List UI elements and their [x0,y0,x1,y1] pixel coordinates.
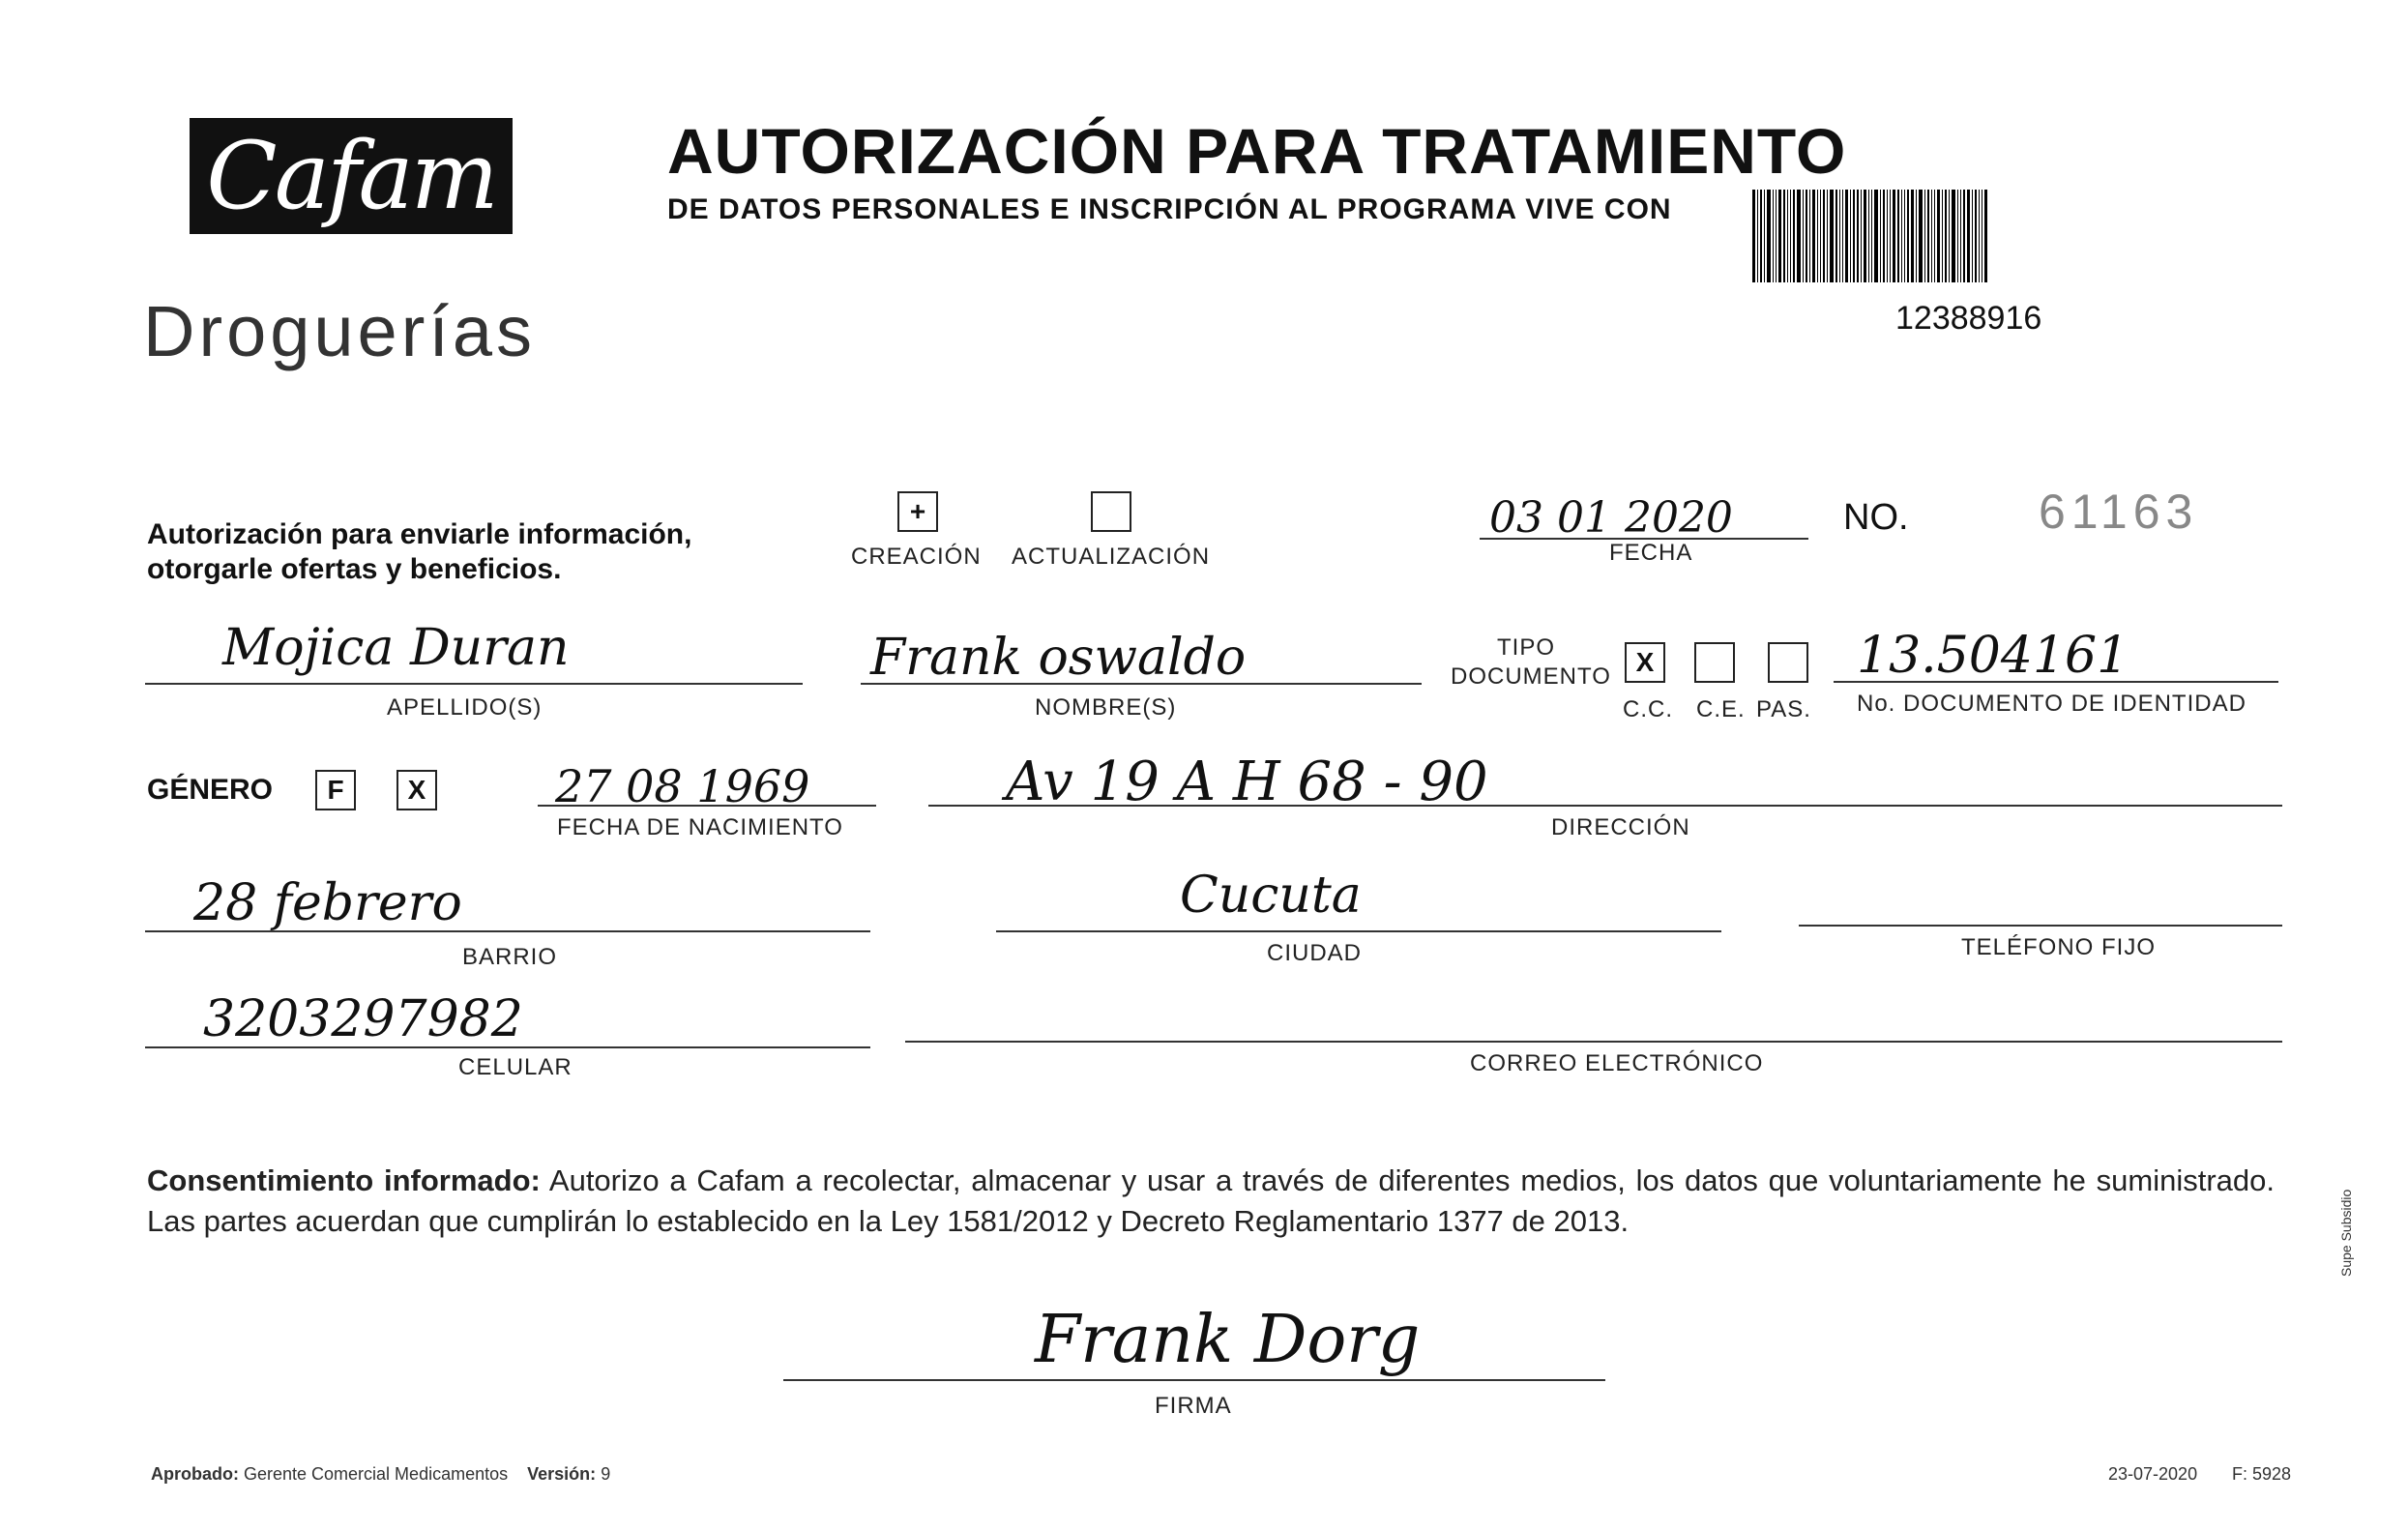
ciudad-value[interactable]: Cucuta [1180,867,1362,925]
no-label: NO. [1843,497,1909,538]
barcode-bar [1817,190,1818,282]
aprobado-label: Aprobado: [151,1464,239,1484]
ciudad-line [996,930,1721,932]
telefono-line[interactable] [1799,925,2282,927]
barcode-bar [1857,190,1859,282]
logo-subtitle: Droguerías [143,291,537,371]
correo-line[interactable] [905,1041,2282,1043]
barcode-bar [1945,190,1947,282]
barcode-bar [1927,190,1929,282]
nombres-value[interactable]: Frank oswaldo [870,629,1247,687]
barcode-bar [1842,190,1843,282]
barcode-bar [1868,190,1869,282]
barcode-bar [1963,190,1965,282]
barcode-bar [1919,190,1923,282]
barcode-bar [1778,190,1781,282]
pas-checkbox[interactable] [1768,642,1808,683]
intro-line-1: Autorización para enviarle información, [147,518,692,550]
barcode-bar [1835,190,1837,282]
nacimiento-value[interactable]: 27 08 1969 [555,760,810,812]
barcode-bar [1853,190,1855,282]
celular-label: CELULAR [458,1054,573,1080]
barcode-bar [1967,190,1970,282]
barcode-bar [1757,190,1758,282]
barcode-bar [1901,190,1902,282]
version-value: 9 [601,1464,611,1484]
genero-f-checkbox[interactable]: F [315,770,356,810]
celular-value[interactable]: 3203297982 [203,990,523,1048]
barcode-bar [1830,190,1834,282]
barcode-bar [1972,190,1973,282]
barcode-bar [1979,190,1980,282]
barcode-bar [1937,190,1940,282]
signature-value: Frank Dorg [1035,1302,1421,1378]
pas-label: PAS. [1756,696,1811,722]
version-label: Versión: [527,1464,597,1484]
barcode-bar [1783,190,1785,282]
barcode-bar [1880,190,1881,282]
barcode-bar [1845,190,1848,282]
nacimiento-label: FECHA DE NACIMIENTO [557,814,843,840]
barcode-bar [1790,190,1791,282]
consent-paragraph [147,1161,2275,1242]
barcode-bar [1809,190,1810,282]
signature-label: FIRMA [1155,1393,1232,1419]
nombres-label: NOMBRE(S) [1035,694,1177,721]
barcode-bar [1764,190,1765,282]
barrio-line [145,930,870,932]
cc-label: C.C. [1623,696,1673,722]
genero-label: GÉNERO [147,774,274,806]
fecha-label: FECHA [1609,540,1693,566]
direccion-value[interactable]: Av 19 A H 68 - 90 [1006,751,1488,813]
barcode-bar [1793,190,1795,282]
barcode-bar [1952,190,1955,282]
apellidos-label: APELLIDO(S) [387,694,543,721]
telefono-label: TELÉFONO FIJO [1961,934,2157,960]
barcode [1752,190,2155,282]
barcode-bar [1812,190,1815,282]
signature-line[interactable] [783,1379,1605,1381]
document-subtitle: DE DATOS PERSONALES E INSCRIPCIÓN AL PROGRAMA VIVE CON [667,193,1672,225]
fecha-value[interactable]: 03 01 2020 [1489,493,1733,543]
documento-label: No. DOCUMENTO DE IDENTIDAD [1857,691,2246,717]
barcode-bar [1806,190,1807,282]
creacion-checkbox[interactable]: + [897,491,938,532]
barcode-bar [1776,190,1777,282]
barcode-bar [1827,190,1828,282]
ciudad-label: CIUDAD [1267,940,1363,966]
barcode-bar [1752,190,1755,282]
actualizacion-checkbox[interactable] [1091,491,1131,532]
genero-m-checkbox[interactable]: X [396,770,437,810]
barcode-bar [1911,190,1914,282]
direccion-label: DIRECCIÓN [1551,814,1690,840]
cc-checkbox[interactable]: X [1625,642,1665,683]
barcode-bar [1949,190,1950,282]
barrio-label: BARRIO [462,944,558,970]
barrio-value[interactable]: 28 febrero [193,874,462,932]
barcode-bar [1861,190,1862,282]
barcode-bar [1767,190,1771,282]
barcode-bar [1904,190,1905,282]
barcode-bar [1773,190,1774,282]
barcode-bar [1871,190,1872,282]
barcode-bar [1820,190,1821,282]
footer-aprobado [151,1464,610,1485]
nacimiento-line [538,805,876,807]
barcode-bar [1883,190,1885,282]
barcode-bar [1823,190,1825,282]
apellidos-line [145,683,803,685]
direccion-line [928,805,2282,807]
barcode-bar [1957,190,1958,282]
barcode-bar [1907,190,1909,282]
barcode-bar [1924,190,1925,282]
aprobado-value: Gerente Comercial Medicamentos [244,1464,509,1484]
barcode-number: 12388916 [1895,300,2042,337]
barcode-bar [1931,190,1932,282]
actualizacion-label: ACTUALIZACIÓN [1012,544,1211,570]
barcode-bar [1803,190,1804,282]
barcode-bar [1893,190,1895,282]
barcode-bar [1787,190,1788,282]
creacion-label: CREACIÓN [851,544,982,570]
document-title: AUTORIZACIÓN PARA TRATAMIENTO [667,115,1847,187]
barcode-bar [1760,190,1762,282]
celular-line [145,1046,870,1048]
barcode-bar [1874,190,1878,282]
consent-text: Autorizo a Cafam a recolectar, almacenar y usar a través de diferentes medios, los datos que voluntariamente he suministrado. Las partes acuerdan que cumplirán lo establecido en la Ley 1581/2012 y Decreto Reglamentario 1377 de 2013. [147,1163,2275,1238]
barcode-bar [1850,190,1851,282]
barcode-bar [1960,190,1961,282]
correo-label: CORREO ELECTRÓNICO [1470,1050,1764,1076]
barcode-bar [1797,190,1801,282]
barcode-bar [1839,190,1840,282]
cafam-logo: Cafam [190,118,513,234]
barcode-bar [1975,190,1977,282]
no-value: 61163 [2039,485,2199,539]
ce-label: C.E. [1696,696,1746,722]
intro-line-2: otorgarle ofertas y beneficios. [147,553,562,585]
ce-checkbox[interactable] [1694,642,1735,683]
consent-heading: Consentimiento informado: [147,1163,541,1197]
barcode-bar [1897,190,1899,282]
barcode-bar [1890,190,1891,282]
footer-date: 23-07-2020 [2108,1464,2198,1484]
barcode-bar [1864,190,1866,282]
nombres-line [861,683,1422,685]
apellidos-value[interactable]: Mojica Duran [222,619,570,677]
barcode-bar [1934,190,1935,282]
documento-value[interactable]: 13.504161 [1857,627,2129,685]
tipo-doc-label-1: TIPO [1497,634,1556,661]
tipo-doc-label-2: DOCUMENTO [1451,663,1611,690]
footer-form-code: F: 5928 [2232,1464,2292,1484]
side-stamp: Supe Subsidio [2338,1189,2354,1277]
documento-line [1834,681,2278,683]
barcode-bar [1887,190,1888,282]
barcode-bar [1984,190,1987,282]
barcode-bar [1942,190,1943,282]
barcode-bar [1916,190,1917,282]
